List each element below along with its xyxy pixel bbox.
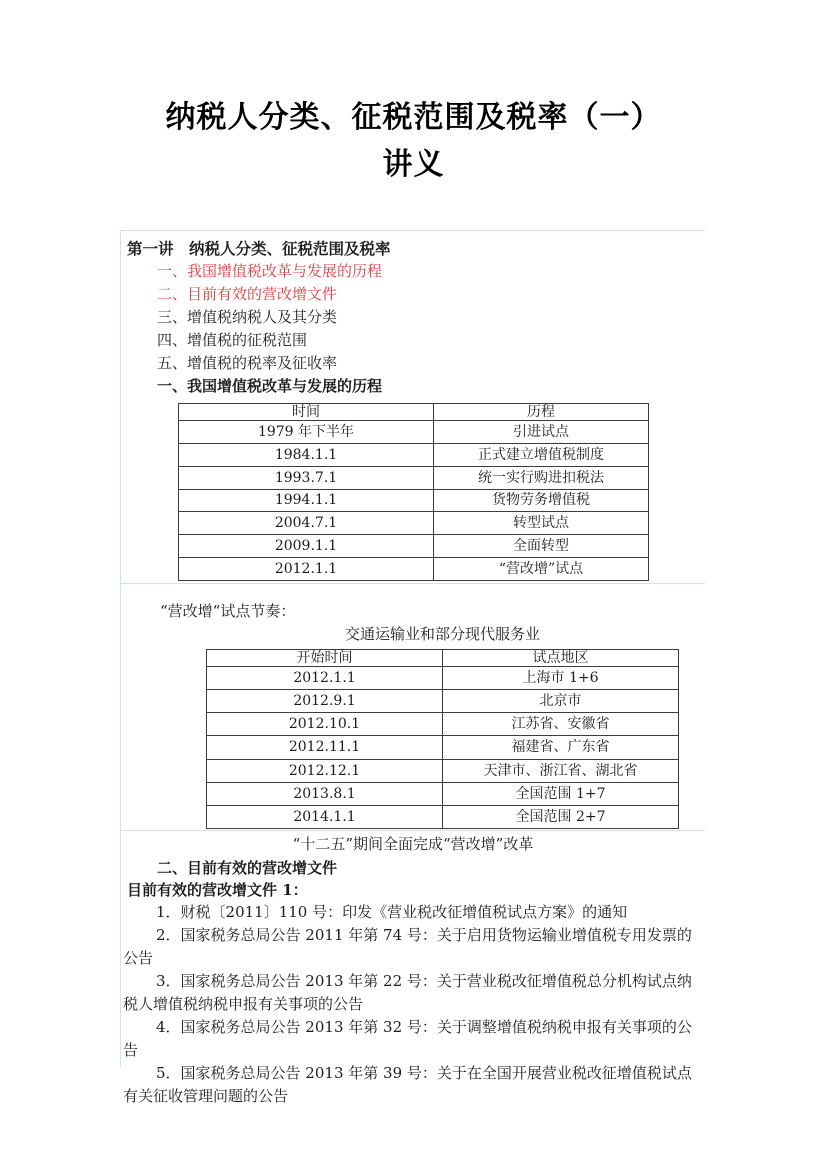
table-cell: 上海市 1+6	[443, 667, 679, 690]
pilot-table	[206, 649, 679, 829]
table-cell: 正式建立增值税制度	[434, 443, 649, 466]
table-row	[179, 512, 649, 535]
table-cell: 1994.1.1	[179, 489, 434, 512]
table-cell: 全面转型	[434, 535, 649, 558]
history-table	[178, 403, 649, 581]
table-header-row	[207, 650, 679, 667]
table-cell: 转型试点	[434, 512, 649, 535]
table-row	[179, 535, 649, 558]
table-cell: 全国范围 2+7	[443, 805, 679, 828]
table-cell: 2012.11.1	[207, 736, 443, 759]
table-cell: 2012.9.1	[207, 690, 443, 713]
table-cell: 2014.1.1	[207, 805, 443, 828]
outline-item: 二、目前有效的营改增文件	[157, 285, 338, 303]
table-header-cell: 试点地区	[443, 650, 679, 667]
content-frame	[120, 230, 705, 1105]
table-header-row	[179, 404, 649, 421]
table-row	[207, 805, 679, 828]
table-cell: 全国范围 1+7	[443, 782, 679, 805]
pilot-caption: “营改增“试点节奏：	[160, 602, 296, 620]
pilot-table-title: 交通运输业和部分现代服务业	[344, 625, 540, 643]
title-line-2: 讲义	[382, 147, 445, 182]
table-cell: 2013.8.1	[207, 782, 443, 805]
outline-subheading: 一、我国增值税改革与发展的历程	[157, 377, 383, 395]
table-header-cell: 历程	[434, 404, 649, 421]
document-item: 5．国家税务总局公告 2013 年第 39 号：关于在全国开展营业税改征增值税试点有关征收管理问题的公告	[123, 1064, 692, 1105]
table-row	[207, 736, 679, 759]
table-cell: 2004.7.1	[179, 512, 434, 535]
table-cell: 引进试点	[434, 421, 649, 444]
table-cell: 1979 年下半年	[179, 421, 434, 444]
section-pilot	[121, 583, 705, 830]
section-documents	[121, 830, 705, 1105]
table-cell: 2012.12.1	[207, 759, 443, 782]
table-cell: “营改增”试点	[434, 558, 649, 581]
outline-item: 四、增值税的征税范围	[157, 331, 308, 349]
table-header-cell: 时间	[179, 404, 434, 421]
table-cell: 2012.10.1	[207, 713, 443, 736]
document-item: 2．国家税务总局公告 2011 年第 74 号：关于启用货物运输业增值税专用发票的公告	[123, 926, 692, 967]
table-cell: 江苏省、安徽省	[443, 713, 679, 736]
outline-item: 三、增值税纳税人及其分类	[157, 308, 338, 326]
table-row	[207, 782, 679, 805]
table-row	[207, 759, 679, 782]
table-row	[207, 690, 679, 713]
outline-list	[121, 260, 705, 375]
documents-list	[121, 901, 705, 1108]
outline-item: 一、我国增值税改革与发展的历程	[157, 262, 383, 280]
table-row	[179, 466, 649, 489]
document-item: 3．国家税务总局公告 2013 年第 22 号：关于营业税改征增值税总分机构试点纳税人增值税纳税申报有关事项的公告	[123, 972, 692, 1013]
table-row	[179, 443, 649, 466]
table-cell: 1993.7.1	[179, 466, 434, 489]
section-outline	[121, 230, 705, 583]
table-cell: 天津市、浙江省、湖北省	[443, 759, 679, 782]
document-title	[0, 94, 827, 188]
table-cell: 1984.1.1	[179, 443, 434, 466]
table-cell: 2012.1.1	[207, 667, 443, 690]
table-cell: 2009.1.1	[179, 535, 434, 558]
documents-heading: 二、目前有效的营改增文件	[157, 859, 338, 877]
document-item: 1．财税〔2011〕110 号：印发《营业税改征增值税试点方案》的通知	[156, 903, 628, 921]
table-cell: 北京市	[443, 690, 679, 713]
table-row	[179, 421, 649, 444]
documents-subheading: 目前有效的营改增文件 1：	[127, 881, 308, 899]
table-header-cell: 开始时间	[207, 650, 443, 667]
table-cell: 货物劳务增值税	[434, 489, 649, 512]
table-cell: 2012.1.1	[179, 558, 434, 581]
table-cell: 福建省、广东省	[443, 736, 679, 759]
pilot-note: “十二五”期间全面完成“营改增”改革	[292, 835, 534, 853]
table-row	[179, 489, 649, 512]
table-cell: 统一实行购进扣税法	[434, 466, 649, 489]
lecture-heading: 第一讲 纳税人分类、征税范围及税率	[127, 239, 391, 258]
table-row	[207, 713, 679, 736]
title-line-1: 纳税人分类、征税范围及税率（一）	[165, 100, 662, 135]
outline-item: 五、增值税的税率及征收率	[157, 354, 338, 372]
document-item: 4．国家税务总局公告 2013 年第 32 号：关于调整增值税纳税申报有关事项的公告	[123, 1018, 692, 1059]
table-row	[207, 667, 679, 690]
table-row	[179, 558, 649, 581]
